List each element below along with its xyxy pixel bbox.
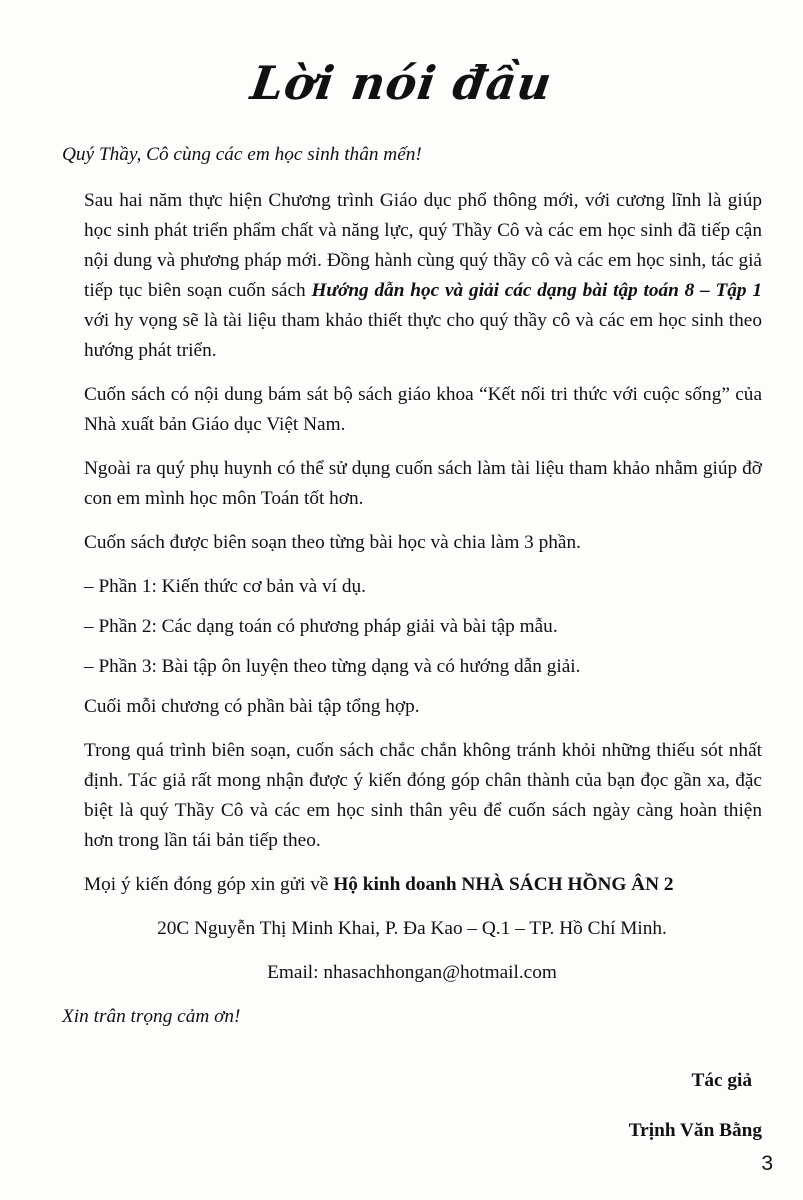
contact-intro: Mọi ý kiến đóng góp xin gửi về [84, 874, 334, 895]
contact-line [62, 870, 762, 900]
greeting: Quý Thầy, Cô cùng các em học sinh thân mến! [62, 144, 422, 165]
paragraph-parents: Ngoài ra quý phụ huynh có thể sử dụng cuốn sách làm tài liệu tham khảo nhằm giúp đỡ con em mình học môn Toán tốt hơn. [84, 458, 762, 509]
signature-name: Trịnh Văn Bằng [628, 1120, 762, 1141]
paragraph-intro-text-after: với hy vọng sẽ là tài liệu tham khảo thiết thực cho quý thầy cô và các em học sinh theo hướng phát triển. [84, 310, 762, 361]
paragraph-structure: Cuốn sách được biên soạn theo từng bài học và chia làm 3 phần. [84, 532, 581, 553]
page-title: Lời nói đầu [247, 56, 556, 110]
book-title: Hướng dẫn học và giải các dạng bài tập toán 8 – Tập 1 [311, 280, 762, 301]
page-number: 3 [761, 1152, 773, 1175]
paragraph-textbook: Cuốn sách có nội dung bám sát bộ sách giáo khoa “Kết nối tri thức với cuộc sống” của Nhà xuất bản Giáo dục Việt Nam. [84, 384, 762, 435]
parts-list [62, 572, 762, 682]
paragraph-intro [62, 186, 762, 366]
page-body [62, 140, 762, 1160]
list-item: – Phần 1: Kiến thức cơ bản và ví dụ. [84, 576, 366, 597]
contact-email: Email: nhasachhongan@hotmail.com [267, 962, 557, 983]
list-item: – Phần 2: Các dạng toán có phương pháp giải và bài tập mẫu. [84, 616, 558, 637]
paragraph-chapter-summary: Cuối mỗi chương có phần bài tập tổng hợp. [84, 696, 420, 717]
signature-role: Tác giả [691, 1070, 752, 1091]
paragraph-intro-text-before: Sau hai năm thực hiện Chương trình Giáo dục phổ thông mới, với cương lĩnh là giúp học sinh phát triển phẩm chất và năng lực, quý Thầy Cô và các em học sinh đã tiếp cận nội dung và phương pháp mới. Đồng hành cùng quý thầy cô và các em học sinh, tác giả tiếp tục biên soạn cuốn sách [84, 190, 762, 301]
contact-address: 20C Nguyễn Thị Minh Khai, P. Đa Kao – Q.1 – TP. Hồ Chí Minh. [157, 918, 667, 939]
closing-text: Xin trân trọng cảm ơn! [62, 1006, 241, 1027]
paragraph-feedback: Trong quá trình biên soạn, cuốn sách chắc chắn không tránh khỏi những thiếu sót nhất định. Tác giả rất mong nhận được ý kiến đóng góp chân thành của bạn đọc gần xa, đặc biệt là quý Thầy Cô và các em học sinh thân yêu để cuốn sách ngày càng hoàn thiện hơn trong lần tái bản tiếp theo. [84, 740, 762, 851]
contact-organization: Hộ kinh doanh NHÀ SÁCH HỒNG ÂN 2 [333, 874, 674, 895]
list-item: – Phần 3: Bài tập ôn luyện theo từng dạng và có hướng dẫn giải. [84, 656, 581, 677]
